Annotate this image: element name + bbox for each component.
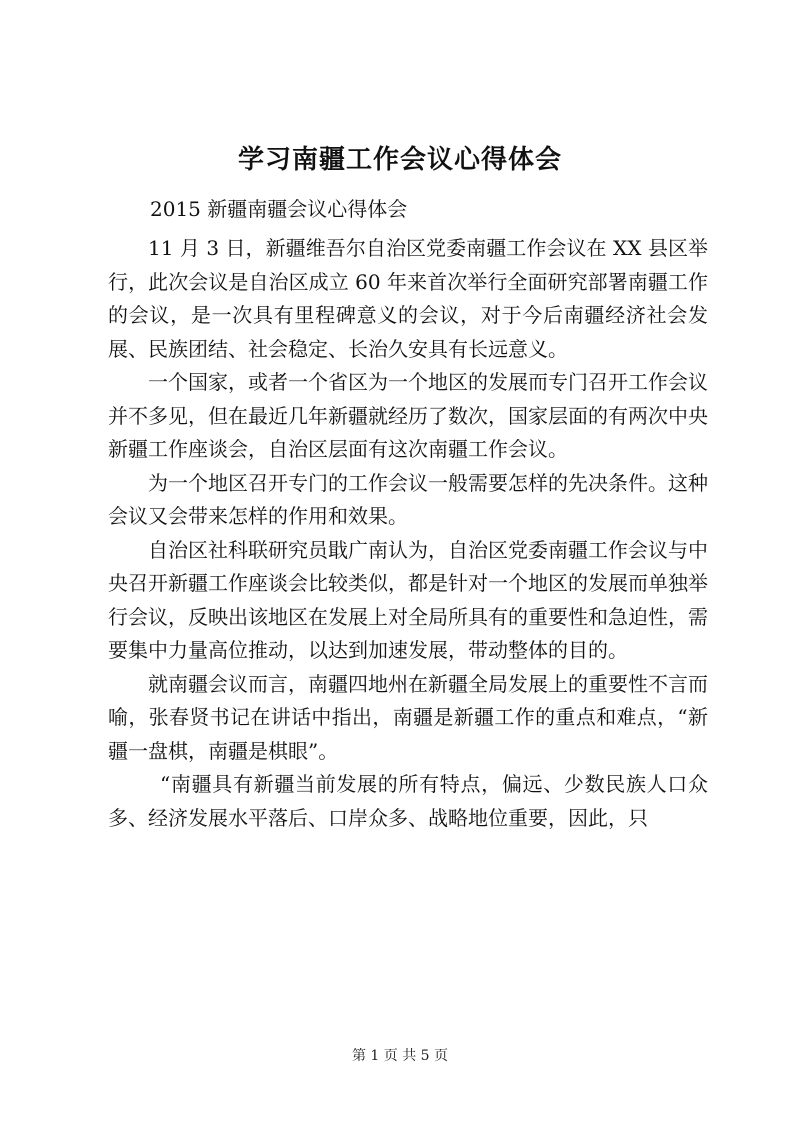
paragraph: 一个国家，或者一个省区为一个地区的发展而专门召开工作会议并不多见，但在最近几年新疆就经历了数次，国家层面的有两次中央新疆工作座谈会，自治区层面有这次南疆工作会议。 bbox=[108, 370, 708, 461]
document-subtitle: 2015 新疆南疆会议心得体会 bbox=[150, 197, 408, 221]
document-body bbox=[108, 232, 708, 835]
paragraph: 就南疆会议而言，南疆四地州在新疆全局发展上的重要性不言而喻，张春贤书记在讲话中指出，南疆是新疆工作的重点和难点，“新疆一盘棋，南疆是棋眼”。 bbox=[108, 671, 708, 763]
paragraph: 自治区社科联研究员戢广南认为，自治区党委南疆工作会议与中央召开新疆工作座谈会比较类似，都是针对一个地区的发展而单独举行会议，反映出该地区在发展上对全局所具有的重要性和急迫性，需要集中力量高位推动，以达到加速发展，带动整体的目的。 bbox=[108, 537, 708, 662]
paragraph: “南疆具有新疆当前发展的所有特点，偏远、少数民族人口众多、经济发展水平落后、口岸众多、战略地位重要，因此，只 bbox=[108, 772, 708, 830]
paragraph: 11 月 3 日，新疆维吾尔自治区党委南疆工作会议在 XX 县区举行，此次会议是自治区成立 60 年来首次举行全面研究部署南疆工作的会议，是一次具有里程碑意义的会议，对于今后南疆经济社会发展、民族团结、社会稳定、长治久安具有长远意义。 bbox=[108, 236, 708, 361]
paragraph: 为一个地区召开专门的工作会议一般需要怎样的先决条件。这种会议又会带来怎样的作用和效果。 bbox=[108, 470, 708, 528]
page-footer: 第 1 页 共 5 页 bbox=[351, 1048, 449, 1064]
document-title: 学习南疆工作会议心得体会 bbox=[237, 145, 562, 175]
